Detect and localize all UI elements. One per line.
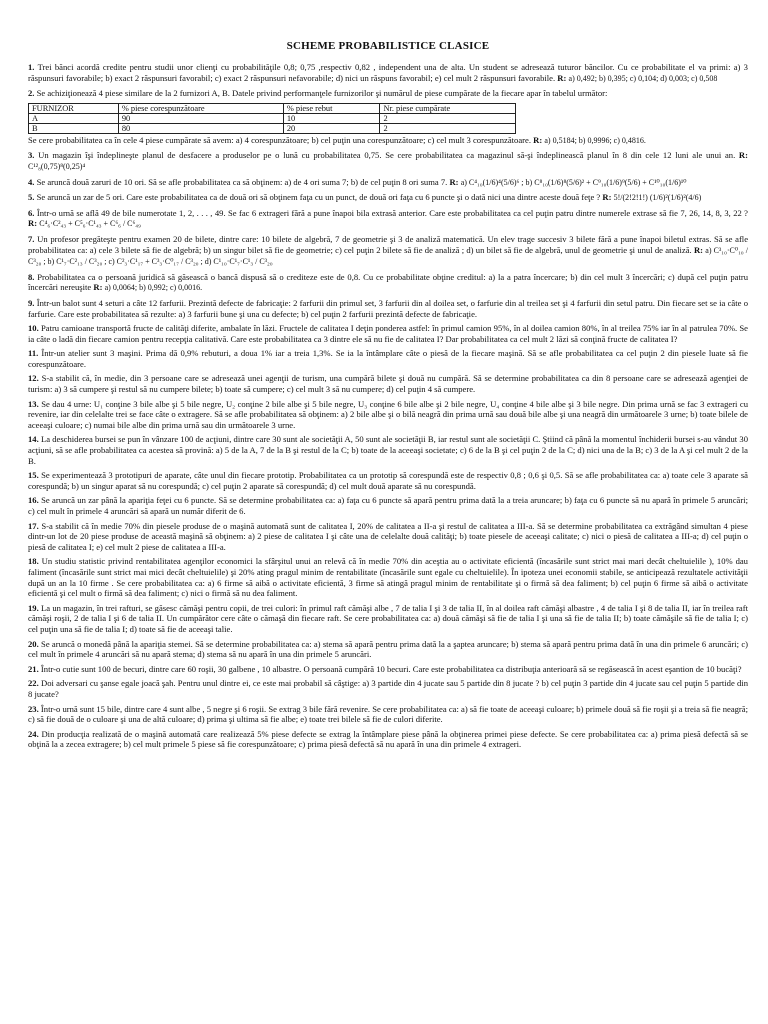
answer-text: C¹²₈(0,75)⁸(0,25)⁴ — [28, 161, 86, 171]
problem-item — [28, 177, 748, 189]
problem-text: La deschiderea bursei se pun în vânzare 100 de acţiuni, dintre care 30 sunt ale societăţii A, 50 sunt ale societăţii B, iar restul sunt ale societăţii C. Ştiind că până la momentul închiderii bursei s-au vândut 30 acţiuni, să se afle probabilitatea ca acestea să provină: a) 5 de la A, 7 de la B şi restul de la C; b) toate de la aceeaşi societate; c) 6 de la B şi cel puţin 2 de la C; d) nici una de la B; c) 3 de la A şi cel mult 2 de la B. — [28, 434, 748, 466]
table-row — [29, 113, 516, 123]
problem-number: 22. — [28, 678, 39, 689]
table-cell: 2 — [380, 113, 516, 123]
answer-label: R: — [533, 134, 543, 145]
problem-number: 6. — [28, 207, 35, 218]
problem-text: Într-o urnă se află 49 de bile numerotate 1, 2, . . . , 49. Se fac 6 extrageri fără a pune înapoi bila extrasă anterior. Care este probabilitatea ca cel puţin patru dintre numerele extrase să fie 7, 26, 14, 8, 3, 22 ? — [36, 207, 748, 218]
problem-text: Se aruncă un zar de 5 ori. Care este probabilitatea ca de două ori să obţinem faţa cu un punct, de două ori faţa cu 6 puncte şi o dată nici una dintre aceste două feţe ? — [36, 192, 601, 203]
problem-text: Doi adversari cu şanse egale joacă şah. Pentru unul dintre ei, ce este mai probabil să câştige: a) 3 partide din 4 jucate sau 5 partide din 8 jucate ? b) cel puţin 3 partide din 4 jucate sau cel puţin 5 partide din 8 jucate? — [28, 678, 748, 699]
problem-number: 19. — [28, 602, 39, 613]
problem-text: Patru camioane transportă fructe de calităţi diferite, ambalate în lăzi. Fructele de calitatea I deţin ponderea astfel: în primul camion 95%, în al doilea camion 80%, în al treilea 75% iar în al patrulea 70%. Se ia câte o ladă din fiecare camion pentru recepţia calitativă. Care este probabilitatea ca 3 dintre ele să nu fie de calitatea I? Dar probabilitatea ca cel mult 2 lăzi să conţină fructe de calitatea I? — [28, 323, 748, 344]
answer-label: R: — [557, 72, 567, 83]
problem-list — [28, 62, 748, 750]
problem-text: S-a stabilit că, în medie, din 3 persoane care se adresează unei agenţii de turism, una cumpără bilete şi două nu cumpără. Să se determine probabilitatea ca din 8 persoane care se adresează agenţiei de turism: a) 3 să cumpere şi restul să nu cumpere bilete; b) toate să cumpere; c) cel mult 3 să nu cumpere; d) cel puţin 4 să cumpere. — [28, 373, 748, 395]
problem-item — [28, 664, 748, 675]
problem-text: Se aruncă o monedă până la apariţia stemei. Să se determine probabilitatea ca: a) stema să apară pentru prima dată la a şaptea aruncare; b) stema să apară pentru prima dată în una din primele 6 aruncări; c) cel mult în primele 4 aruncări să nu apară stema; d) stema să nu apară în una din primele 5 aruncări. — [28, 638, 748, 660]
answer-text: a) 0,5184; b) 0,9996; c) 0,4816. — [544, 135, 646, 145]
problem-number: 12. — [28, 373, 39, 384]
answer-text: 5!/(2!2!1!) (1/6)²(1/6)²(4/6) — [613, 193, 702, 203]
problem-item — [28, 521, 748, 553]
problem-text: Se aruncă un zar până la apariţia feţei cu 6 puncte. Să se determine probabilitatea ca: a) faţa cu 6 puncte să apară pentru prima dată la a treia aruncare; b) faţa cu 6 puncte să nu apară în primele 5 aruncări; c) cel mult în primele 4 aruncări să apară un număr diferit de 6. — [28, 495, 748, 516]
answer-text: a) 0,0064; b) 0,992; c) 0,0016. — [104, 283, 203, 293]
answer-label: R: — [602, 192, 612, 203]
problem-number: 8. — [28, 271, 35, 282]
problem-number: 21. — [28, 663, 39, 674]
problem-text: Într-un atelier sunt 3 maşini. Prima dă 0,9% rebuturi, a doua 1% iar a treia 1,3%. Se ia la întâmplare câte o piesă de la fiecare maşină. Să se afle probabilitatea ca cel puţin 2 din piesele luate să fie corespunzătoare. — [28, 348, 748, 369]
problem-number: 1. — [28, 62, 35, 72]
problem-number: 20. — [28, 638, 39, 649]
problem-number: 11. — [28, 348, 39, 359]
problem-number: 23. — [28, 703, 39, 714]
problem-text: Într-o cutie sunt 100 de becuri, dintre care 60 roşii, 30 galbene , 10 albastre. O persoană cumpără 10 becuri. Care este probabilitatea ca distribuţia anterioară să se regăsească în acest eşantion de 10 bucăţi? — [40, 663, 742, 674]
problem-item — [28, 298, 748, 319]
answer-text: a) 0,492; b) 0,395; c) 0,104; d) 0,003; c) 0,508 — [568, 73, 718, 83]
problem-item — [28, 88, 748, 99]
problem-number: 2. — [28, 88, 35, 99]
problem-item — [28, 272, 748, 294]
problem-item — [28, 208, 748, 230]
problem-text: Se achiziţionează 4 piese similare de la 2 furnizori A, B. Datele privind performanţele furnizorilor şi numărul de piese cumpărate de la fiecare apar în tabelul următor: — [36, 88, 608, 99]
answer-text: C⁴₆·C²₄₃ + C⁵₆·C¹₄₃ + C⁶₆ / C⁶₄₉ — [39, 219, 141, 229]
table-cell: A — [29, 113, 119, 123]
answer-label: R: — [738, 150, 748, 161]
problem-text: Un magazin îşi îndeplineşte planul de desfacere a produselor pe o lună cu probabilitatea 0,75. Se cere probabilitatea ca magazinul să-şi îndeplinească planul în 8 din cele 12 luni ale unui an. — [38, 150, 736, 161]
problem-text: Într-o urnă sunt 15 bile, dintre care 4 sunt albe , 5 negre şi 6 roşii. Se extrag 3 bile fără revenire. Se cere probabilitatea ca: a) să fie toate de aceeaşi culoare; b) primele două să fie roşii şi a treia să fie neagră; c) să fie două de o culoare şi una de altă culoare; d) prima şi ultima să fie albe; e) toate trei bilele să fie de culori diferite. — [28, 703, 748, 725]
table-header-cell: Nr. piese cumpărate — [380, 103, 516, 113]
problem-item — [28, 678, 748, 699]
problem-text: Se cere probabilitatea ca în cele 4 piese cumpărate să avem: a) 4 corespunzătoare; b) cel puţin una corespunzătoare; c) cel mult 3 corespunzătoare. — [28, 134, 531, 145]
problem-text: Un profesor pregăteşte pentru examen 20 de bilete, dintre care: 10 bilete de algebră, 7 de geometrie şi 3 de analiză matematică. Un elev trage succesiv 3 bilete fără a pune înapoi biletul extras. Să se afle probabilitatea ca: a) cele 3 bilete să fie de algebră; b) un singur bilet să fie de geometrie; c) cel puţin 2 bilete să fie de analiză ; d) un bilet să fie de algebră, unul de geometrie şi unul de analiză. — [28, 233, 749, 255]
table-cell: 2 — [380, 123, 516, 133]
problem-number: 13. — [28, 398, 39, 409]
problem-item — [28, 150, 748, 172]
table-header-row — [29, 103, 516, 113]
table-row — [29, 123, 516, 133]
table-cell: 80 — [118, 123, 283, 133]
problem-item — [28, 399, 748, 431]
problem-item-continued — [28, 135, 748, 147]
supplier-table — [28, 103, 516, 134]
problem-text: Trei bănci acordă credite pentru studii unor clienţi cu probabilităţile 0,8; 0,75 ,respectiv 0,82 , independent una de alta. Un student se adresează tuturor băncilor. Cu ce probabilitate el va primi: a) 3 răspunsuri favorabile; b) exact 2 răspunsuri favorabil; c) exact 2 răspunsuri nefavorabile; d) nici un răspuns favorabil; e) cel mult 2 răspunsuri favorabile. — [28, 62, 748, 83]
problem-item — [28, 470, 748, 491]
problem-number: 14. — [28, 434, 39, 445]
problem-text: Se dau 4 urne: U₁ conţine 3 bile albe şi 5 bile negre, U₂ conţine 2 bile albe şi 5 bile negre, U₃ conţine 6 bile albe şi 2 bile negre, U₄ conţine 4 bile albe şi 3 bile negre. Din prima urnă se fac 3 extrageri cu revenire, iar din celelalte trei se face câte o extragere. Să se afle probabilitatea să obţinem: a) 2 bile albe şi o bilă neagră din prima urnă sau două bile albe şi una neagră din următoarele 3 urne; b) toate bilele de aceeaşi culoare; c) numai bile albe din prima urnă sau din următoarele 3 urne. — [28, 398, 748, 430]
problem-item — [28, 729, 748, 750]
page-title: SCHEME PROBABILISTICE CLASICE — [286, 40, 490, 52]
problem-item — [28, 323, 748, 344]
problem-number: 9. — [28, 297, 35, 308]
problem-item — [28, 639, 748, 660]
table-header-cell: % piese corespunzătoare — [118, 103, 283, 113]
table-cell: 20 — [283, 123, 380, 133]
problem-item — [28, 373, 748, 394]
problem-text: Se aruncă două zaruri de 10 ori. Să se afle probabilitatea ca să obţinem: a) de 4 ori suma 7; b) de cel puţin 8 ori suma 7. — [36, 176, 448, 187]
problem-number: 3. — [28, 150, 35, 161]
problem-number: 7. — [28, 233, 35, 244]
problem-text: S-a stabilit că în medie 70% din piesele produse de o maşină automată sunt de calitatea I, 20% de calitatea a II-a şi restul de calitatea a III-a. Să se determine probabilitatea ca extrăgând simultan 4 piese dintr-un lot de 20 piese produse de această maşină să obţinem: a) 2 piese de calitatea I şi câte una de celelalte două calităţi; b) toate piesele de aceeaşi calitate; c) nici o piesă de calitatea a III-a; d) cel puţin o piesă de calitatea I; e) cel mult 2 piese de calitatea a III-a. — [28, 520, 748, 552]
problem-number: 10. — [28, 323, 39, 334]
problem-item — [28, 192, 748, 204]
problem-number: 16. — [28, 495, 39, 506]
problem-text: Din producţia realizată de o maşină automată care realizează 5% piese defecte se extrag la întâmplare piese până la obţinerea primei piese defecte. Se cere probabilitatea ca: a) prima piesă defectă să se obţină la a zecea extragere; b) cel mult primele 5 piese să fie corespunzătoare; c) prima piesă defectă să nu apară în una din primele 4 extrageri. — [28, 728, 748, 750]
problem-item — [28, 234, 748, 268]
problem-text: Se experimentează 3 prototipuri de aparate, câte unul din fiecare prototip. Probabilitatea ca un prototip să corespundă este de respectiv 0,8 ; 0,6 şi 0,5. Să se afle probabilitatea ca: a) toate cele 3 aparate să corespundă; b) un singur aparat să nu corespundă; c) cel puţin 2 aparate să corespundă; d) cel mult două aparate să nu corespundă. — [28, 470, 748, 491]
problem-number: 17. — [28, 520, 39, 531]
problem-number: 5. — [28, 192, 35, 203]
problem-text: La un magazin, în trei rafturi, se găsesc cămăşi pentru copii, de trei culori: în primul raft cămăşi albe , 7 de talia I şi 3 de talia II, în al doilea raft cămăşi albastre , 4 de talia I şi 8 de talia II, iar în treilea raft cămăşi roşii, 2 de talia I şi 6 de talia II. Un cumpărător cere câte o cămaşă din fiecare raft. Se cere probabilitatea ca: a) două cămăşi să fie de talia I şi una să fie de talia II; b) toate cămăşile să fie de talia I; c) cel puţin una să fie de talia I; d) toate să fie de aceeaşi talie. — [28, 602, 748, 634]
table-header-cell: FURNIZOR — [29, 103, 119, 113]
answer-label: R: — [449, 176, 459, 187]
problem-item — [28, 556, 748, 598]
problem-number: 24. — [28, 728, 39, 739]
problem-number: 18. — [28, 556, 39, 567]
problem-item — [28, 62, 748, 84]
table-cell: 90 — [118, 113, 283, 123]
answer-label: R: — [93, 282, 103, 293]
answer-label: R: — [28, 218, 38, 229]
problem-text: Probabilitatea ca o persoană juridică să găsească o bancă dispusă să o crediteze este de 0,8. Cu ce probabilitate obţine creditul: a) la a patra încercare; b) din cel mult 3 încercări; c) după cel puţin patru încercări nereuşite — [28, 271, 748, 293]
answer-label: R: — [693, 244, 704, 255]
table-cell: B — [29, 123, 119, 133]
answer-text: a) C⁴₁₀(1/6)⁴(5/6)⁶ ; b) C⁸₁₀(1/6)⁸(5/6)² + C⁹₁₀(1/6)⁹(5/6) + C¹⁰₁₀(1/6)¹⁰ — [460, 177, 687, 187]
problem-number: 15. — [28, 470, 39, 481]
problem-item — [28, 434, 748, 466]
problem-text: Un studiu statistic privind rentabilitatea agenţilor economici la sfârşitul unui an relevă că în medie 70% din aceştia au o activitate eficientă (încasările sunt strict mai mari decât cheltuielile ), 10% dau faliment (încasările sunt strict mai mici decât cheltuielile) şi 20% ating pragul minim de rentabilitate (încasările sunt egale cu cheltuielile). În ipoteza unei economii stabile, se anticipează rezultatele activităţii după un an la 10 firme . Se cere probabilitatea ca: a) 6 firme să aibă o activitate eficientă, 3 firme să atingă pragul minim de rentabilitate şi o firmă să dea faliment; b) cel puţin 6 firme să aibă o activitate eficientă şi cel mult o firmă să dea faliment; c) nici o firmă să nu dea faliment. — [28, 556, 748, 599]
answer-text: a) C³₁₀·C⁰₁₀ / C³₂₀ ; b) C¹₇·C²₁₃ / C³₂₀ ; c) C²₃·C¹₁₇ + C³₃·C⁰₁₇ / C³₂₀ ; d) C¹₁₀·C¹₇·C¹₃ / C³₂₀ — [28, 245, 748, 267]
table-cell: 10 — [283, 113, 380, 123]
problem-item — [28, 704, 748, 725]
problem-item — [28, 348, 748, 369]
problem-item — [28, 495, 748, 516]
problem-text: Într-un balot sunt 4 seturi a câte 12 farfurii. Prezintă defecte de fabricaţie: 2 farfurii din primul set, 3 farfurii din al doilea set, o farfurie din al treilea set şi 4 farfurii din setul patru. Din fiecare set se ia câte o farfurie. Care este probabilitatea să rezulte: a) 3 farfurii bune şi una cu defecte; b) cel puţin 2 farfurii prezintă defecte de fabricaţie. — [28, 297, 748, 319]
problem-item — [28, 603, 748, 635]
problem-number: 4. — [28, 176, 35, 187]
table-header-cell: % piese rebut — [283, 103, 380, 113]
